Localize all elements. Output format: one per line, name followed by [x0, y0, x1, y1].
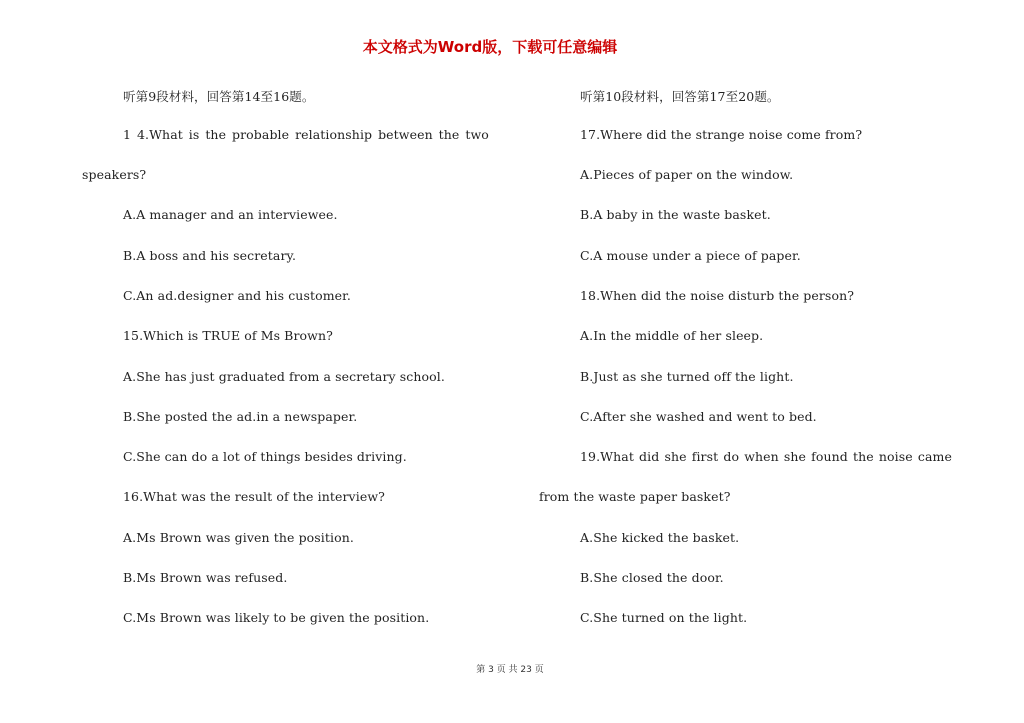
- q18-option-a: A.In the middle of her sleep.: [580, 328, 764, 343]
- left-column: [0, 0, 500, 723]
- q18-option-c: C.After she washed and went to bed.: [580, 409, 817, 424]
- q19-option-b: B.She closed the door.: [580, 570, 724, 585]
- q19-option-a: A.She kicked the basket.: [580, 530, 740, 545]
- question-14-line2: speakers?: [82, 167, 147, 182]
- q19-word: when: [744, 449, 779, 464]
- q19-word: do: [723, 449, 740, 464]
- q16-option-a: A.Ms Brown was given the position.: [123, 530, 354, 545]
- q14-option-a: A.A manager and an interviewee.: [123, 207, 338, 222]
- q15-option-a: A.She has just graduated from a secretary school.: [123, 369, 445, 384]
- q17-option-b: B.A baby in the waste basket.: [580, 207, 771, 222]
- q16-option-b: B.Ms Brown was refused.: [123, 570, 288, 585]
- q17-option-a: A.Pieces of paper on the window.: [580, 167, 794, 182]
- document-banner: 本文格式为Word版，下载可任意编辑: [362, 38, 618, 56]
- question-14-line1: [123, 127, 489, 142]
- q19-word: first: [691, 449, 719, 464]
- question-16: 16.What was the result of the interview?: [123, 489, 385, 504]
- section-heading-left: 听第9段材料，回答第14至16题。: [123, 89, 315, 104]
- section-heading-right: 听第10段材料，回答第17至20题。: [580, 89, 780, 104]
- page-footer: 第 3 页 共 23 页: [476, 665, 544, 675]
- q19-word: did: [639, 449, 660, 464]
- q19-word: she: [783, 449, 807, 464]
- q14-word: relationship: [295, 127, 373, 142]
- q19-option-c: C.She turned on the light.: [580, 610, 748, 625]
- q19-word: the: [853, 449, 874, 464]
- q15-option-c: C.She can do a lot of things besides driving.: [123, 449, 407, 464]
- q14-word: probable: [232, 127, 290, 142]
- q14-word: 1: [123, 127, 132, 142]
- q14-word: the: [205, 127, 227, 142]
- question-18: 18.When did the noise disturb the person?: [580, 288, 855, 303]
- q14-word: two: [465, 127, 489, 142]
- question-15: 15.Which is TRUE of Ms Brown?: [123, 328, 333, 343]
- q17-option-c: C.A mouse under a piece of paper.: [580, 248, 801, 263]
- question-17: 17.Where did the strange noise come from?: [580, 127, 863, 142]
- q19-word: found: [811, 449, 848, 464]
- q14-option-c: C.An ad.designer and his customer.: [123, 288, 351, 303]
- q18-option-b: B.Just as she turned off the light.: [580, 369, 794, 384]
- q15-option-b: B.She posted the ad.in a newspaper.: [123, 409, 358, 424]
- q14-option-b: B.A boss and his secretary.: [123, 248, 297, 263]
- q19-word: noise: [878, 449, 913, 464]
- q19-word: came: [917, 449, 952, 464]
- right-column: [500, 0, 1000, 723]
- question-19-line1: [580, 449, 952, 464]
- q19-word: she: [664, 449, 687, 464]
- q14-word: the: [438, 127, 460, 142]
- q19-word: 19.What: [580, 449, 634, 464]
- q14-word: 4.What: [136, 127, 183, 142]
- question-19-line2: from the waste paper basket?: [539, 489, 731, 504]
- q14-word: is: [188, 127, 200, 142]
- q16-option-c: C.Ms Brown was likely to be given the position.: [123, 610, 430, 625]
- q14-word: between: [378, 127, 433, 142]
